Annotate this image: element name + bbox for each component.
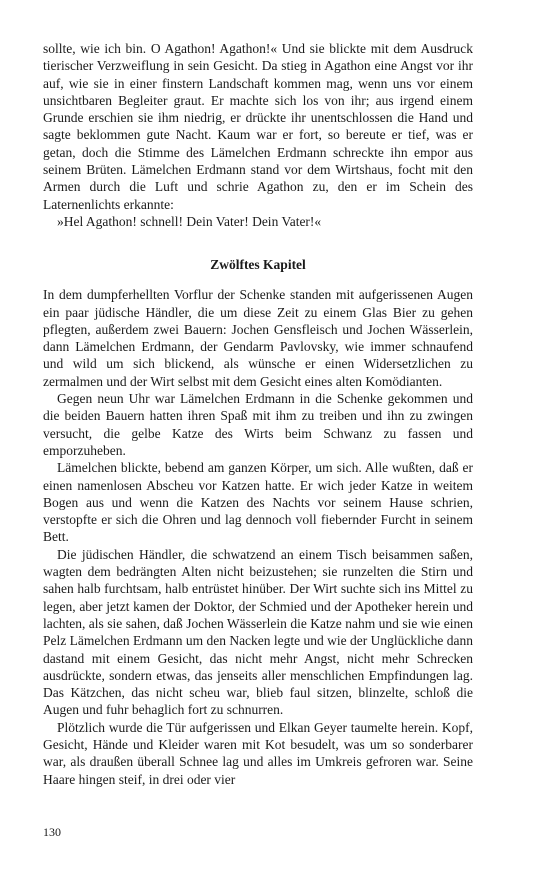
paragraph-continued: sollte, wie ich bin. O Agathon! Agathon!« Und sie blickte mit dem Ausdruck tierischer Verzweiflung in sein Gesicht. Da stieg in Agathon eine Angst vor ihr auf, wie sie in einer finstern Landschaft kommen mag, wenn uns vor einem unsichtbaren Begleiter graut. Er machte sich los von ihr; aus irgend einem Grunde erschien sie ihm niedrig, er drückte ihr unentschlossen die Hand und sagte beklommen gute Nacht. Kaum war er fort, so bereute er tief, was er getan, doch die Stimme des Lämelchen Erdmann schreckte ihn empor aus seinem Brüten. Lämelchen Erdmann stand vor dem Wirtshaus, focht mit den Armen durch die Luft und schrie Agathon zu, den er im Schein des Laternenlichts erkannte:: [43, 41, 473, 212]
paragraph: Die jüdischen Händler, die schwatzend an einem Tisch beisammen saßen, wagten dem bedrängten Alten nicht beizustehen; sie runzelten die Stirn und sahen halb furchtsam, halb entrüstet hinüber. Der Wirt suchte sich ins Mittel zu legen, aber jetzt kamen der Doktor, der Schmied und der Apotheker herein und lachten, als sie sahen, daß Jochen Wässerlein die Katze nahm und sie wie einen Pelz Lämelchen Erdmann um den Nacken legte und wie der Unglückliche dann dastand mit einem Gesicht, das nicht mehr Angst, nicht mehr Schrecken ausdrückte, sondern etwas, das jenseits aller menschlichen Empfindungen lag. Das Kätzchen, das nicht scheu war, blieb faul sitzen, blinzelte, schloß die Augen und fuhr behaglich fort zu schnurren.: [43, 546, 473, 718]
page-number: 130: [43, 825, 61, 839]
paragraph: Lämelchen blickte, bebend am ganzen Körper, um sich. Alle wußten, daß er einen namenlosen Abscheu vor Katzen hatte. Er wich jeder Katze in weitem Bogen aus und wenn die Katzen des Nachts vor seinem Hause schrien, verstopfte er sich die Ohren und lag dennoch voll fiebernder Furcht in seinem Bett.: [43, 460, 473, 545]
paragraph: Plötzlich wurde die Tür aufgerissen und Elkan Geyer taumelte herein. Kopf, Gesicht, Hände und Kleider waren mit Kot besudelt, was um so sonderbarer war, als draußen überall Schnee lag und alles im Umkreis gefroren war. Seine Haare hingen steif, in drei oder vier: [43, 719, 473, 787]
paragraph-shout: »Hel Agathon! schnell! Dein Vater! Dein Vater!«: [57, 213, 322, 229]
chapter-title: Zwölftes Kapitel: [210, 257, 306, 273]
paragraph: Gegen neun Uhr war Lämelchen Erdmann in die Schenke gekommen und die beiden Bauern hatten ihren Spaß mit ihm zu treiben und ihn zu zwingen versucht, die gelbe Katze des Wirts beim Schwanz zu fassen und emporzuheben.: [43, 391, 473, 458]
paragraph-chapter-opening: In dem dumpferhellten Vorflur der Schenke standen mit aufgerissenen Augen ein paar jüdische Händler, die um diese Zeit zu einem Glas Bier zu gehen pflegten, außerdem zwei Bauern: Jochen Gensfleisch und Jochen Wässerlein, dann Lämelchen Erdmann, der Gendarm Pavlovsky, wie immer schnaufend und wild um sich blickend, als wünsche er einen Widersetzlichen zu zermalmen und der Wirt selbst mit dem Gesicht eines alten Komödianten.: [43, 287, 473, 389]
